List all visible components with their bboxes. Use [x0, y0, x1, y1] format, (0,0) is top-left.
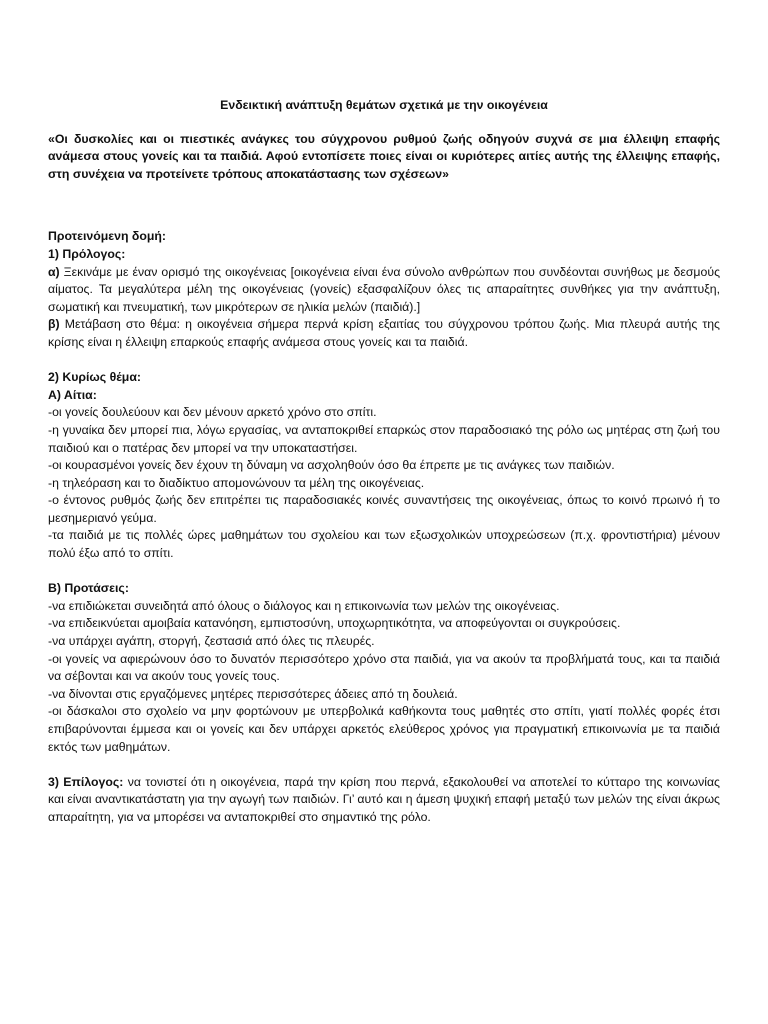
prologue-heading: 1) Πρόλογος:	[48, 246, 126, 261]
epilogue	[48, 774, 720, 827]
spacer	[48, 563, 720, 581]
document-title: Ενδεικτική ανάπτυξη θεμάτων σχετικά με την οικογένεια	[220, 98, 548, 112]
essay-prompt: «Οι δυσκολίες και οι πιεστικές ανάγκες του σύγχρονου ρυθμού ζωής οδηγούν συχνά σε μια έλλειψη επαφής ανάμεσα στους γονείς και τα παιδιά. Αφού εντοπίσετε ποιες είναι οι κυριότερες αιτίες αυτής της έλλειψης επαφής, στη συνέχεια να προτείνετε τρόπους αποκατάστασης των σχέσεων»	[48, 131, 720, 181]
proposal-item: -να επιδεικνύεται αμοιβαία κατανόηση, εμπιστοσύνη, υποχωρητικότητα, να αποφεύγονται οι συγκρούσεις.	[48, 616, 621, 631]
spacer	[48, 756, 720, 774]
cause-item: -οι κουρασμένοι γονείς δεν έχουν τη δύναμη να ασχοληθούν όσο θα έπρεπε με τις ανάγκες των παιδιών.	[48, 458, 615, 473]
cause-item: -τα παιδιά με τις πολλές ώρες μαθημάτων του σχολείου και των εξωσχολικών υποχρεώσεων (π.χ. φροντιστήρια) μένουν πολύ έξω από το σπίτι.	[48, 528, 720, 561]
proposal-item: -να δίνονται στις εργαζόμενες μητέρες περισσότερες άδειες από τη δουλειά.	[48, 686, 458, 701]
epilogue-label: 3) Επίλογος:	[48, 774, 124, 789]
structure-section	[48, 228, 720, 826]
main-heading: 2) Κυρίως θέμα:	[48, 370, 141, 385]
spacer	[48, 352, 720, 370]
prologue-point-a	[48, 264, 720, 317]
prologue-point-a-label: α)	[48, 264, 60, 279]
proposals-heading: Β) Προτάσεις:	[48, 581, 129, 596]
prologue-point-b-text: Μετάβαση στο θέμα: η οικογένεια σήμερα περνά κρίση εξαιτίας του σύγχρονου τρόπου ζωής. Μια πλευρά αυτής της κρίσης είναι η έλλειψη επαρκούς επαφής ανάμεσα στους γονείς και τα παιδιά.	[48, 317, 720, 349]
proposal-item: -οι γονείς να αφιερώνουν όσο το δυνατόν περισσότερο χρόνο στα παιδιά, για να ακούν τα προβλήματά τους, και τα παιδιά να σέβονται και να ακούν τους γονείς τους.	[48, 651, 720, 684]
cause-item: -ο έντονος ρυθμός ζωής δεν επιτρέπει τις παραδοσιακές κοινές συναντήσεις της οικογένειας, όπως το κοινό πρωινό ή το μεσημεριανό γεύμα.	[48, 493, 720, 525]
prologue-point-b	[48, 316, 720, 351]
proposal-item: -να υπάρχει αγάπη, στοργή, ζεστασιά από όλες τις πλευρές.	[48, 634, 375, 649]
proposal-item: -να επιδιώκεται συνειδητά από όλους ο διάλογος και η επικοινωνία των μελών της οικογένειας.	[48, 598, 560, 613]
cause-item: -οι γονείς δουλεύουν και δεν μένουν αρκετό χρόνο στο σπίτι.	[48, 405, 377, 420]
structure-heading: Προτεινόμενη δομή:	[48, 229, 166, 244]
causes-heading: Α) Αίτια:	[48, 387, 97, 402]
cause-item: -η γυναίκα δεν μπορεί πια, λόγω εργασίας, να ανταποκριθεί επαρκώς στον παραδοσιακό της ρόλο ως μητέρας στη ζωή του παιδιού και ο πατέρας δεν μπορεί να την υποκαταστήσει.	[48, 422, 720, 455]
proposal-item: -οι δάσκαλοι στο σχολείο να μην φορτώνουν με υπερβολικά καθήκοντα τους μαθητές στο σπίτι, γιατί πολλές φορές έτσι επιβαρύνονται έμμεσα και οι γονείς και δεν υπάρχει αρκετός ελεύθερος χρόνος για πραγματική επικοινωνία με τα παιδιά εκτός των μαθημάτων.	[48, 704, 720, 754]
prologue-point-b-label: β)	[48, 317, 60, 332]
cause-item: -η τηλεόραση και το διαδίκτυο απομονώνουν τα μέλη της οικογένειας.	[48, 475, 425, 490]
prologue-point-a-text: Ξεκινάμε με έναν ορισμό της οικογένειας [οικογένεια είναι ένα σύνολο ανθρώπων που συνδέονται συνήθως με δεσμούς αίματος. Τα μεγαλύτερα μέλη της οικογένειας (γονείς) εξασφαλίζουν όλες τις απαραίτητες συνθήκες για την ανάπτυξη, σωματική και πνευματική, των μικρότερων σε ηλικία μελών (παιδιά).]	[48, 264, 720, 314]
epilogue-text: να τονιστεί ότι η οικογένεια, παρά την κρίση που περνά, εξακολουθεί να αποτελεί το κύτταρο της κοινωνίας και είναι αναντικατάστατη για την αγωγή των παιδιών. Γι’ αυτό και η άμεση ψυχική επαφή μεταξύ των μελών της είναι άκρως απαραίτητη, για να μπορέσει να ανταποκριθεί στο σημαντικό της ρόλο.	[48, 774, 720, 824]
